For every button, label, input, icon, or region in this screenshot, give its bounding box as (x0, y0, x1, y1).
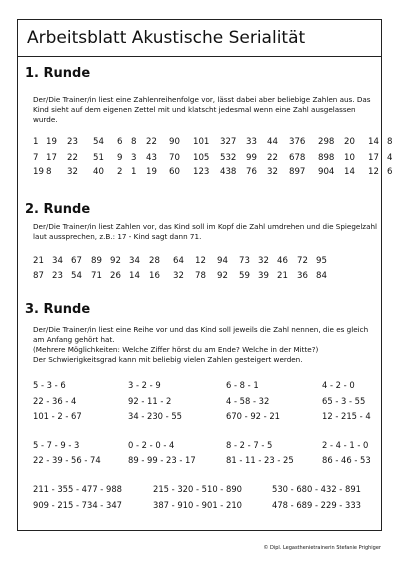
number-cell: 26 (110, 271, 121, 281)
number-cell: 33 (246, 137, 257, 147)
number-cell: 59 (239, 271, 250, 281)
number-cell: 34 (52, 256, 63, 266)
number-cell: 20 (344, 137, 355, 147)
round1-instructions: Der/Die Trainer/in liest eine Zahlenreihenfolge vor, lässt dabei aber beliebige Zahlen aus. Das Kind sieht auf dem eigenen Zettel mit und klatscht jedesmal wenn eine Zahl ausgelassen wurde. (33, 95, 371, 124)
number-cell: 14 (344, 167, 355, 177)
number-cell: 8 (46, 167, 52, 177)
number-cell: 9 (117, 153, 123, 163)
number-cell: 327 (220, 137, 237, 147)
number-cell: 54 (93, 137, 104, 147)
sequence-item: 909 - 215 - 734 - 347 (33, 500, 122, 510)
sequence-item: 5 - 3 - 6 (33, 380, 66, 390)
number-cell: 678 (289, 153, 306, 163)
number-cell: 12 (195, 256, 206, 266)
sequence-item: 4 - 58 - 32 (226, 396, 270, 406)
number-cell: 89 (91, 256, 102, 266)
number-cell: 123 (193, 167, 210, 177)
number-cell: 4 (387, 153, 393, 163)
copyright-note: © Dipl. Legasthenietrainerin Stefanie Prighiger (263, 545, 381, 551)
number-cell: 84 (316, 271, 327, 281)
number-cell: 92 (217, 271, 228, 281)
round3-heading: 3. Runde (25, 302, 91, 317)
worksheet-title: Arbeitsblatt Akustische Serialität (17, 19, 382, 57)
sequence-item: 478 - 689 - 229 - 333 (272, 500, 361, 510)
number-cell: 40 (93, 167, 104, 177)
number-cell: 78 (195, 271, 206, 281)
number-cell: 72 (297, 256, 308, 266)
number-cell: 8 (131, 137, 137, 147)
number-cell: 90 (169, 137, 180, 147)
number-cell: 73 (239, 256, 250, 266)
number-cell: 21 (33, 256, 44, 266)
number-cell: 39 (258, 271, 269, 281)
number-cell: 51 (93, 153, 104, 163)
sequence-item: 22 - 36 - 4 (33, 396, 77, 406)
sequence-item: 5 - 7 - 9 - 3 (33, 440, 80, 450)
number-cell: 32 (267, 167, 278, 177)
number-cell: 64 (173, 256, 184, 266)
number-cell: 32 (173, 271, 184, 281)
number-cell: 438 (220, 167, 237, 177)
number-cell: 23 (67, 137, 78, 147)
sequence-item: 34 - 230 - 55 (128, 411, 182, 421)
number-cell: 92 (110, 256, 121, 266)
number-cell: 46 (277, 256, 288, 266)
sequence-item: 101 - 2 - 67 (33, 411, 82, 421)
number-cell: 95 (316, 256, 327, 266)
round1-heading: 1. Runde (25, 66, 91, 81)
number-cell: 17 (46, 153, 57, 163)
number-cell: 34 (129, 256, 140, 266)
sequence-item: 89 - 99 - 23 - 17 (128, 455, 196, 465)
sequence-item: 92 - 11 - 2 (128, 396, 172, 406)
number-cell: 32 (258, 256, 269, 266)
number-cell: 16 (149, 271, 160, 281)
number-cell: 8 (387, 137, 393, 147)
number-cell: 532 (220, 153, 237, 163)
number-cell: 70 (169, 153, 180, 163)
number-cell: 1 (131, 167, 137, 177)
sequence-item: 4 - 2 - 0 (322, 380, 355, 390)
number-cell: 17 (368, 153, 379, 163)
number-cell: 6 (117, 137, 123, 147)
number-cell: 22 (267, 153, 278, 163)
number-cell: 14 (368, 137, 379, 147)
number-cell: 19 (33, 167, 44, 177)
number-cell: 87 (33, 271, 44, 281)
number-cell: 22 (146, 137, 157, 147)
sequence-item: 530 - 680 - 432 - 891 (272, 484, 361, 494)
sequence-item: 211 - 355 - 477 - 988 (33, 484, 122, 494)
number-cell: 76 (246, 167, 257, 177)
number-cell: 19 (46, 137, 57, 147)
round2-instructions: Der/Die Trainer/in liest Zahlen vor, das Kind soll im Kopf die Zahl umdrehen und die Spiegelzahl laut aussprechen, z.B.: 17 - Kind sagt dann 71. (33, 222, 378, 241)
number-cell: 898 (318, 153, 335, 163)
sequence-item: 8 - 2 - 7 - 5 (226, 440, 273, 450)
sequence-item: 3 - 2 - 9 (128, 380, 161, 390)
number-cell: 10 (344, 153, 355, 163)
sequence-item: 81 - 11 - 23 - 25 (226, 455, 294, 465)
number-cell: 60 (169, 167, 180, 177)
number-cell: 94 (217, 256, 228, 266)
number-cell: 2 (117, 167, 123, 177)
sequence-item: 2 - 4 - 1 - 0 (322, 440, 369, 450)
round3-options-note: (Mehrere Möglichkeiten: Welche Ziffer hörst du am Ende? Welche in der Mitte?) (33, 345, 319, 354)
number-cell: 21 (277, 271, 288, 281)
sequence-item: 387 - 910 - 901 - 210 (153, 500, 242, 510)
number-cell: 32 (67, 167, 78, 177)
number-cell: 376 (289, 137, 306, 147)
sequence-item: 0 - 2 - 0 - 4 (128, 440, 175, 450)
sequence-item: 215 - 320 - 510 - 890 (153, 484, 242, 494)
sequence-item: 22 - 39 - 56 - 74 (33, 455, 101, 465)
sequence-item: 12 - 215 - 4 (322, 411, 371, 421)
number-cell: 101 (193, 137, 210, 147)
number-cell: 7 (33, 153, 39, 163)
number-cell: 12 (368, 167, 379, 177)
number-cell: 897 (289, 167, 306, 177)
sequence-item: 670 - 92 - 21 (226, 411, 280, 421)
number-cell: 1 (33, 137, 39, 147)
number-cell: 54 (71, 271, 82, 281)
round3-instructions: Der/Die Trainer/in liest eine Reihe vor und das Kind soll jeweils die Zahl nennen, die es gleich am Anfang gehört hat. (33, 325, 369, 344)
number-cell: 904 (318, 167, 335, 177)
number-cell: 28 (149, 256, 160, 266)
number-cell: 71 (91, 271, 102, 281)
number-cell: 3 (131, 153, 137, 163)
sequence-item: 86 - 46 - 53 (322, 455, 371, 465)
number-cell: 43 (146, 153, 157, 163)
number-cell: 36 (297, 271, 308, 281)
round3-difficulty-note: Der Schwierigkeitsgrad kann mit beliebig vielen Zahlen gesteigert werden. (33, 355, 303, 364)
number-cell: 6 (387, 167, 393, 177)
sequence-item: 6 - 8 - 1 (226, 380, 259, 390)
number-cell: 14 (129, 271, 140, 281)
number-cell: 298 (318, 137, 335, 147)
sequence-item: 65 - 3 - 55 (322, 396, 366, 406)
number-cell: 23 (52, 271, 63, 281)
number-cell: 44 (267, 137, 278, 147)
number-cell: 67 (71, 256, 82, 266)
number-cell: 105 (193, 153, 210, 163)
number-cell: 22 (67, 153, 78, 163)
number-cell: 19 (146, 167, 157, 177)
round2-heading: 2. Runde (25, 202, 91, 217)
number-cell: 99 (246, 153, 257, 163)
